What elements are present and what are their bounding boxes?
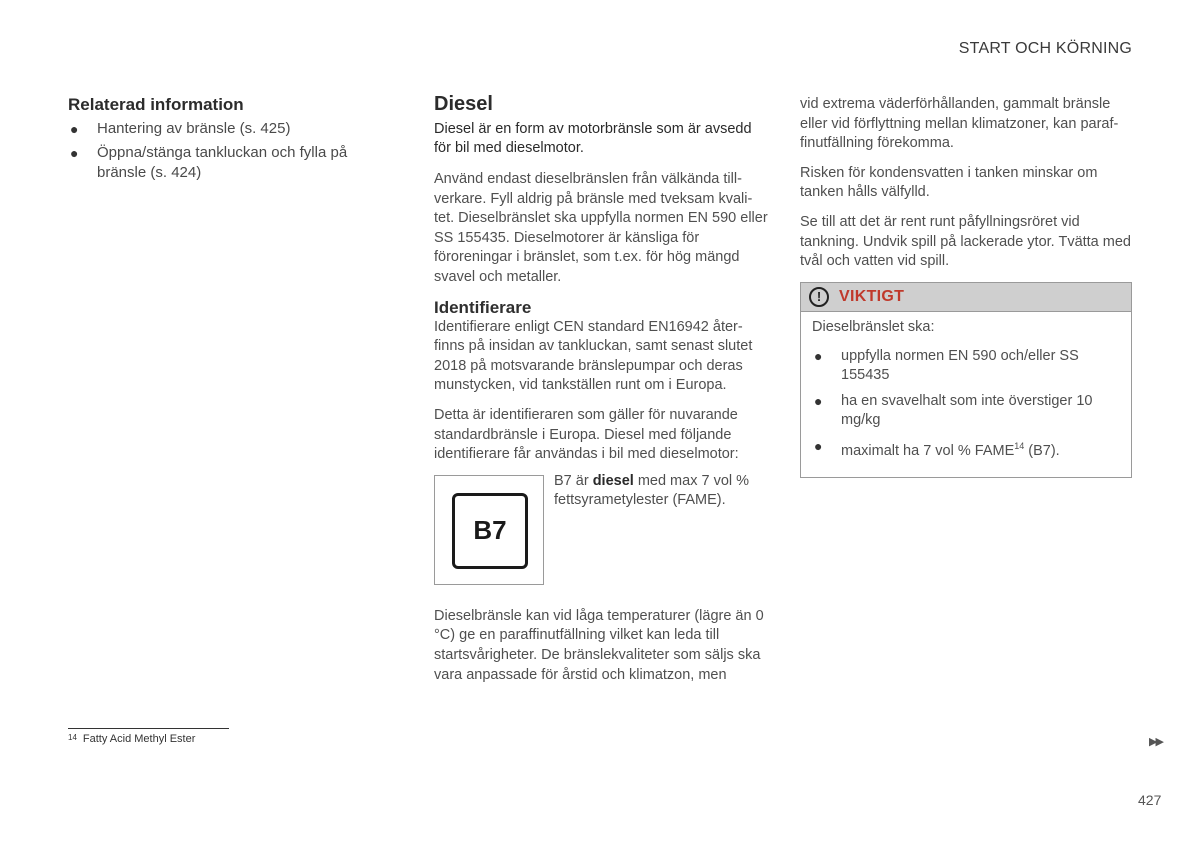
related-title: Relaterad information (68, 95, 244, 114)
related-link-fuel-handling[interactable]: ● Hantering av bränsle (s. 425) (70, 120, 291, 137)
cold-weather-paragraph: Dieselbränsle kan vid låga temperaturer (lägre än 0 °C) ge en paraffinutfällning vilket kan leda till startsvårigheter. De bränslekvaliteter som säljs ska vara anpassade för årstid och klimatzon, men (434, 607, 764, 683)
diesel-intro: Diesel är en form av motorbränsle som är avsedd för bil med dieselmotor. (434, 121, 752, 156)
identifier-heading: Identifierare (434, 297, 532, 317)
b7-label-icon: B7 (452, 493, 528, 569)
diesel-paragraph: Använd endast dieselbränslen från välkända till- verkare. Fyll aldrig på bränsle med tveksam kvali- tet. Dieselbränslet ska uppfylla normen EN 590 eller SS 155435. Dieselmotorer är känsliga för föroreningar i bränslet, som t.ex. för hög mängd svavel och metaller. (434, 171, 768, 285)
footnote-text: Fatty Acid Methyl Ester (82, 733, 196, 745)
bullet-icon: ● (814, 347, 823, 364)
bullet-icon: ● (70, 145, 79, 161)
footnote-number: 14 (68, 733, 77, 742)
b7-description: B7 är diesel med max 7 vol % fettsyrametylester (FAME). (554, 472, 750, 509)
identifier-paragraph-2: Detta är identifieraren som gäller för nuvarande standardbränsle i Europa. Diesel med följande identifierare får användas i bil med dieselmotor: (434, 406, 739, 463)
b7-image-frame (434, 475, 544, 585)
b7-identifier (434, 472, 768, 587)
bullet-icon: ● (814, 392, 823, 409)
list-item: ● maximalt ha 7 vol % FAME$^{14}$ (B7). (814, 437, 1060, 459)
identifier-paragraph: Identifierare enligt CEN standard EN16942 åter- finns på insidan av tankluckan, samt senast slutet 2018 på motsvarande bränslepumpar och deras munstycken, vid tankställen runt om i Europa. (434, 318, 753, 394)
footnote-ref[interactable]: 14 (1014, 440, 1025, 451)
list-item: ● ha en svavelhalt som inte överstiger 10 mg/kg (814, 392, 1093, 429)
section-header: START OCH KÖRNING (958, 40, 1132, 57)
list-item: ● uppfylla normen EN 590 och/eller SS 155435 (814, 347, 1079, 384)
warning-icon: ! (809, 287, 829, 307)
next-page-icon[interactable]: ▶▶ (1149, 736, 1162, 748)
related-link-fuel-cap[interactable]: ● Öppna/stänga tankluckan och fylla på bränsle (s. 424) (70, 144, 348, 181)
related-list (68, 119, 368, 183)
refuel-paragraph: Se till att det är rent runt påfyllningsröret vid tankning. Undvik spill på lackerade ytor. Tvätta med tvål och vatten vid spill. (800, 213, 1131, 270)
important-header (801, 283, 1131, 312)
bullet-icon: ● (814, 437, 823, 454)
important-list (812, 347, 1119, 461)
important-body (801, 312, 1131, 477)
continuation-paragraph: vid extrema väderförhållanden, gammalt bränsle eller vid förflyttning mellan klimatzoner, kan paraf- finutfällning förekomma. (800, 96, 1119, 152)
important-lead: Dieselbränslet ska: (812, 318, 935, 335)
right-column (800, 95, 1132, 478)
condensation-paragraph: Risken för kondensvatten i tanken minskar om tanken hålls välfylld. (800, 164, 1098, 201)
footnote-divider (68, 728, 229, 729)
important-title: VIKTIGT (839, 287, 905, 305)
page-number: 427 (1138, 792, 1162, 808)
bullet-icon: ● (70, 121, 79, 137)
related-information (68, 95, 368, 187)
diesel-section (434, 93, 768, 695)
footnote (68, 733, 195, 745)
important-box (800, 282, 1132, 478)
diesel-heading: Diesel (434, 93, 493, 115)
